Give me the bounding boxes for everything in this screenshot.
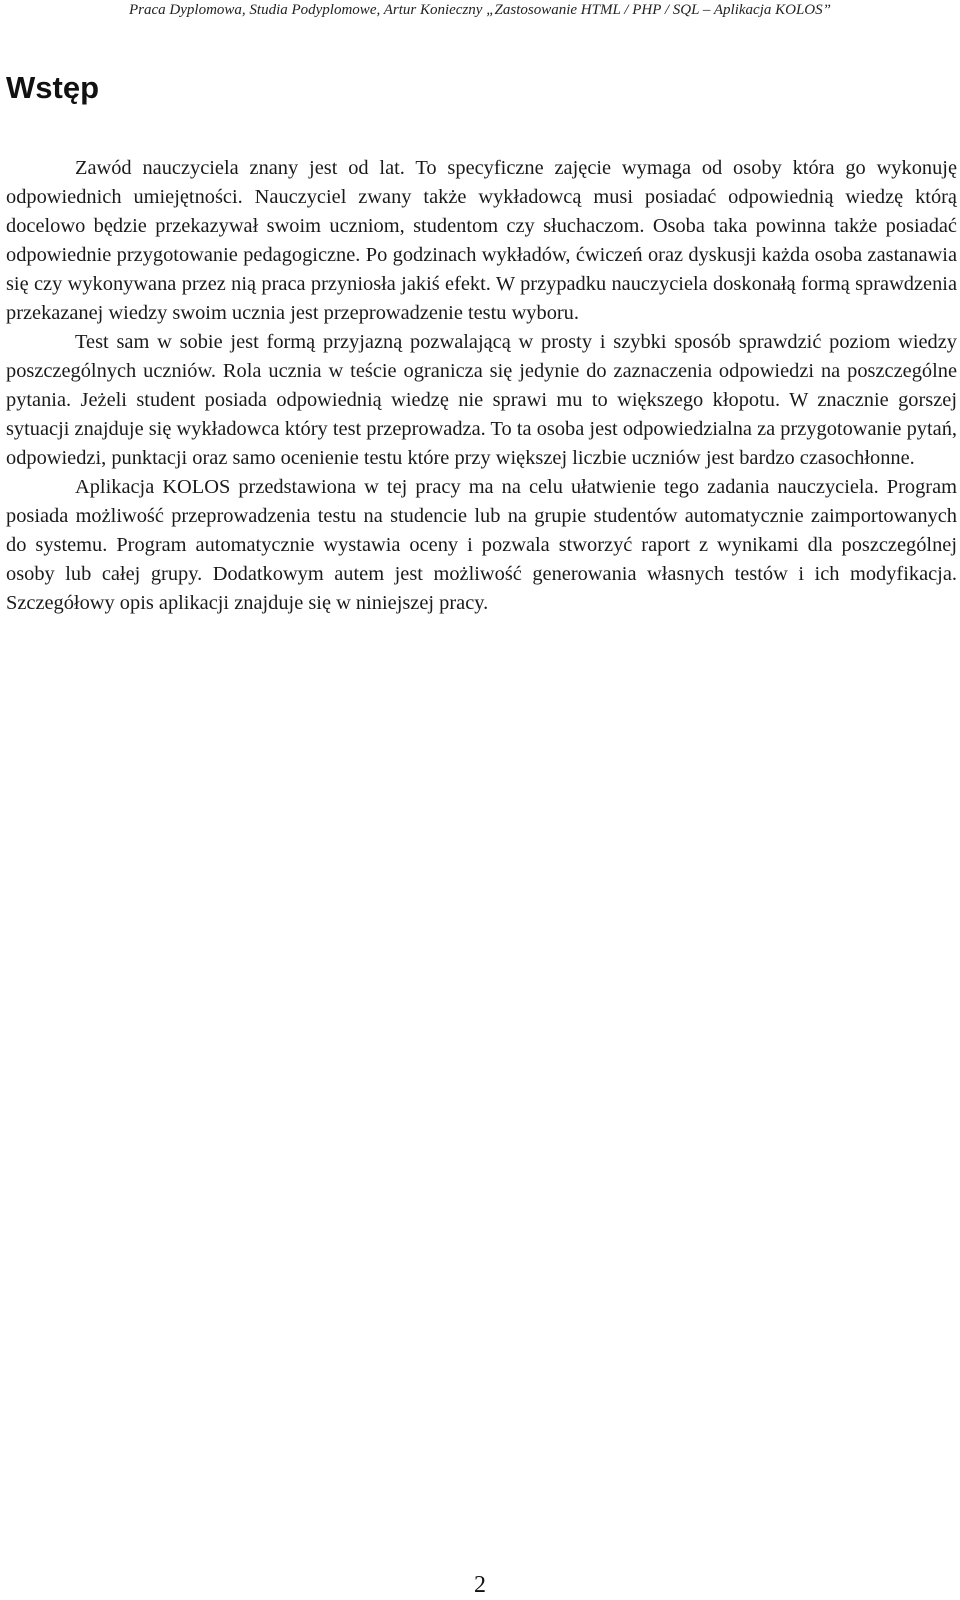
paragraph: Aplikacja KOLOS przedstawiona w tej pracy ma na celu ułatwienie tego zadania nauczyciela. Program posiada możliwość przeprowadzenia testu na studencie lub na grupie studentów automatycznie zaimportowanych do systemu. Program automatycznie wystawia oceny i pozwala stworzyć raport z wynikami dla poszczególnej osoby lub całej grupy. Dodatkowym autem jest możliwość generowania własnych testów i ich modyfikacja. Szczegółowy opis aplikacji znajduje się w niniejszej pracy.	[6, 476, 957, 614]
paragraph: Test sam w sobie jest formą przyjazną pozwalającą w prosty i szybki sposób sprawdzić poziom wiedzy poszczególnych uczniów. Rola ucznia w teście ogranicza się jedynie do zaznaczenia odpowiedzi na poszczególne pytania. Jeżeli student posiada odpowiednią wiedzę nie sprawi mu to większego kłopotu. W znacznie gorszej sytuacji znajduje się wykładowca który test przeprowadza. To ta osoba jest odpowiedzialna za przygotowanie pytań, odpowiedzi, punktacji oraz samo ocenienie testu które przy większej liczbie uczniów jest bardzo czasochłonne.	[6, 331, 957, 469]
running-header: Praca Dyplomowa, Studia Podyplomowe, Artur Konieczny „Zastosowanie HTML / PHP / SQL – Aplikacja KOLOS”	[129, 2, 831, 18]
section-heading: Wstęp	[6, 70, 99, 105]
paragraph: Zawód nauczyciela znany jest od lat. To specyficzne zajęcie wymaga od osoby która go wykonuję odpowiednich umiejętności. Nauczyciel zwany także wykładowcą musi posiadać odpowiednią wiedzę którą docelowo będzie przekazywał swoim uczniom, studentom czy słuchaczom. Osoba taka powinna także posiadać odpowiednie przygotowanie pedagogiczne. Po godzinach wykładów, ćwiczeń oraz dyskusji każda osoba zastanawia się czy wykonywana przez nią praca przyniosła jakiś efekt. W przypadku nauczyciela doskonałą formą sprawdzenia przekazanej wiedzy swoim ucznia jest przeprowadzenie testu wyboru.	[6, 157, 957, 324]
page-number: 2	[474, 1572, 486, 1598]
body-text	[6, 154, 957, 618]
